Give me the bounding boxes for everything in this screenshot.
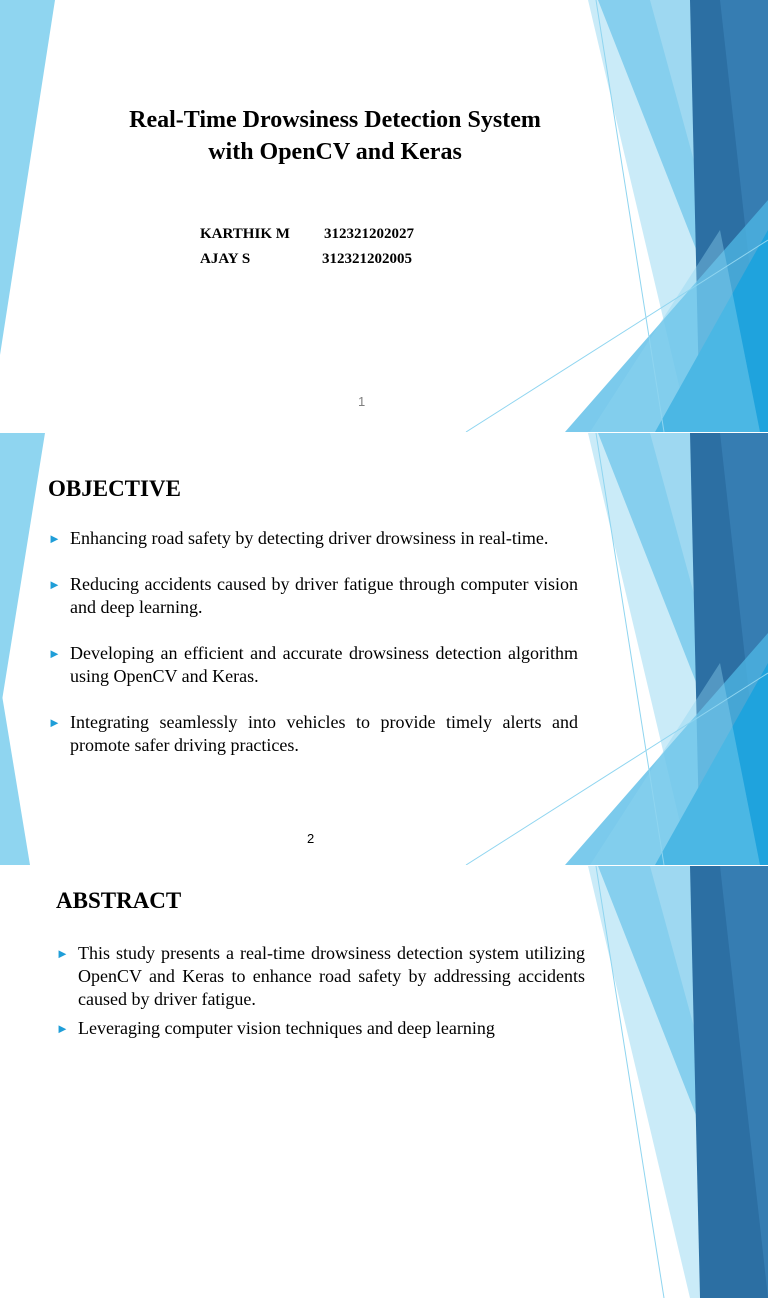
presentation-title	[90, 104, 580, 168]
page-number: 2	[307, 831, 315, 846]
slide-3	[0, 866, 768, 1298]
list-item: ► Leveraging computer vision techniques and deep learning	[56, 1018, 495, 1038]
list-item: ► This study presents a real-time drowsiness detection system utilizing OpenCV and Keras to enhance road safety by addressing accidents caused by driver fatigue.	[56, 943, 585, 1009]
right-triangle-arrow-icon: ►	[48, 531, 61, 546]
section-heading: ABSTRACT	[56, 888, 182, 913]
abstract-list	[56, 942, 585, 1040]
right-triangle-arrow-icon: ►	[56, 1021, 69, 1036]
objective-list	[48, 527, 578, 757]
title-line-2: with OpenCV and Keras	[208, 139, 462, 165]
page-number: 1	[358, 394, 366, 409]
slide-1	[0, 0, 768, 432]
author-row	[200, 225, 414, 243]
section-heading: OBJECTIVE	[48, 476, 181, 501]
author-id: 312321202005	[322, 251, 412, 267]
author-id: 312321202027	[324, 226, 414, 242]
list-item: ► Integrating seamlessly into vehicles to provide timely alerts and promote safer driving practices.	[48, 712, 578, 755]
author-name: AJAY S	[200, 251, 251, 267]
slide-2	[0, 433, 768, 865]
right-triangle-arrow-icon: ►	[48, 577, 61, 592]
right-triangle-arrow-icon: ►	[56, 946, 69, 961]
list-item: ► Enhancing road safety by detecting driver drowsiness in real-time.	[48, 528, 549, 548]
title-line-1: Real-Time Drowsiness Detection System	[129, 107, 541, 133]
slide-background-decoration	[0, 0, 768, 432]
right-triangle-arrow-icon: ►	[48, 715, 61, 730]
list-item: ► Reducing accidents caused by driver fatigue through computer vision and deep learning.	[48, 574, 578, 617]
slide-background-decoration	[0, 866, 768, 1298]
right-triangle-arrow-icon: ►	[48, 646, 61, 661]
author-row	[200, 250, 412, 268]
list-item: ► Developing an efficient and accurate drowsiness detection algorithm using OpenCV and Keras.	[48, 643, 578, 686]
author-name: KARTHIK M	[200, 226, 290, 242]
